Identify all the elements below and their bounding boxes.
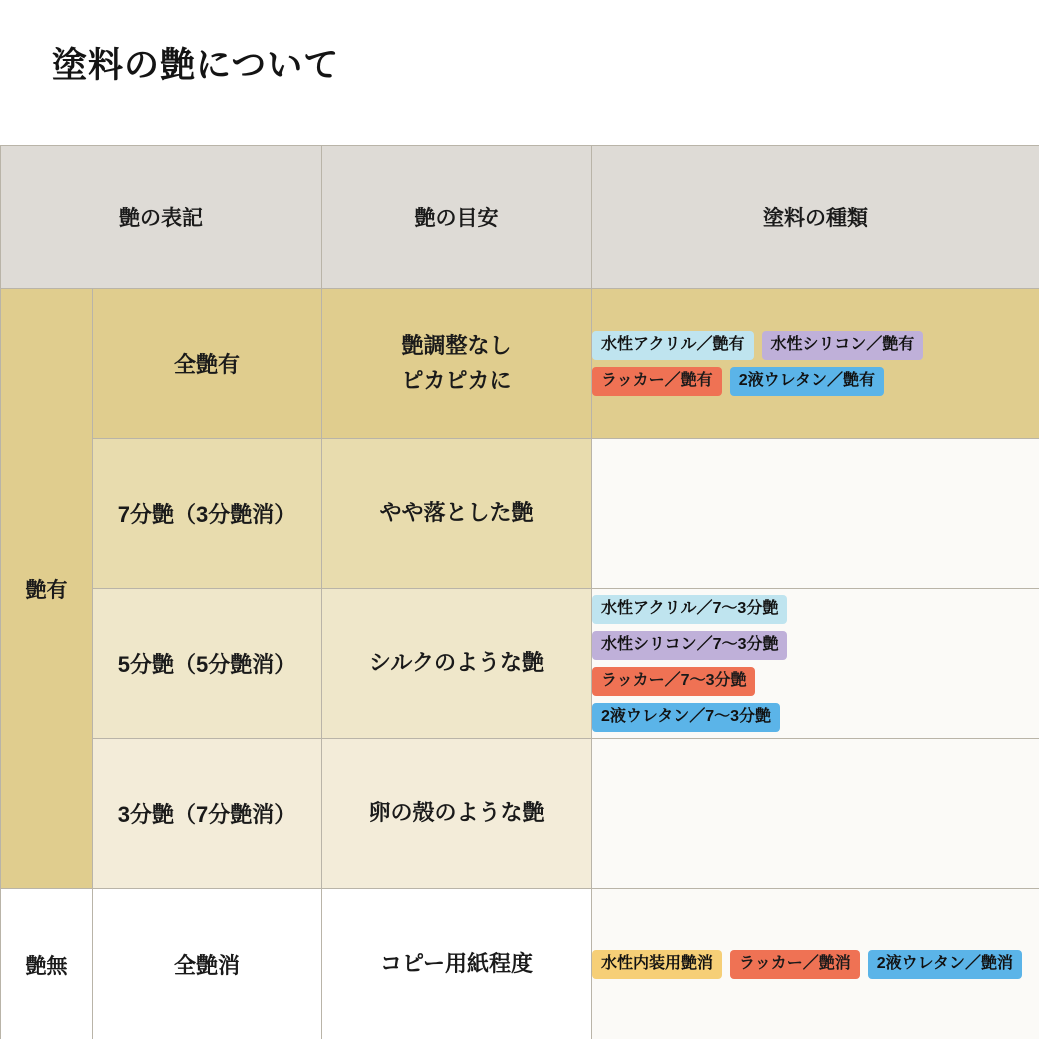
table-row [1, 739, 1039, 889]
paint-chip: 水性シリコン／7〜3分艶 [592, 631, 787, 660]
paint-chip: 水性アクリル／艶有 [592, 331, 754, 360]
table-row [1, 589, 1039, 739]
notation-cell: 5分艶（5分艶消） [93, 589, 322, 739]
paint-types-cell [592, 439, 1039, 589]
guide-line-1: 卵の殻のような艶 [368, 800, 545, 826]
table-body [1, 289, 1039, 1039]
notation-cell: 7分艶（3分艶消） [93, 439, 322, 589]
guide-line-1: シルクのような艶 [368, 650, 544, 676]
paint-types-cell [592, 589, 1039, 739]
table-header-row [1, 146, 1039, 289]
guide-cell [322, 889, 592, 1039]
paint-types-cell [592, 289, 1039, 439]
table-header [1, 146, 1039, 289]
page-title: 塗料の艶について [52, 46, 340, 85]
column-header-guide: 艶の目安 [322, 146, 592, 289]
paint-types-cell [592, 739, 1039, 889]
notation-cell: 全艶有 [93, 289, 322, 439]
guide-cell [322, 589, 592, 739]
notation-cell: 3分艶（7分艶消） [93, 739, 322, 889]
paint-chip: 水性シリコン／艶有 [762, 331, 924, 360]
paint-types-cell [592, 889, 1039, 1039]
paint-chip: ラッカー／7〜3分艶 [592, 667, 755, 696]
notation-cell: 全艶消 [93, 889, 322, 1039]
guide-line-1: やや落とした艶 [379, 500, 534, 526]
guide-cell [322, 739, 592, 889]
column-header-paint-types: 塗料の種類 [592, 146, 1039, 289]
paint-chip: ラッカー／艶有 [592, 367, 722, 396]
guide-line-2: ピカピカに [401, 367, 512, 393]
table-row [1, 889, 1039, 1039]
paint-chip-group [592, 331, 1039, 396]
paint-chip-group [592, 950, 1039, 979]
paint-chip: 2液ウレタン／7〜3分艶 [592, 703, 780, 732]
gloss-table [0, 145, 1039, 1039]
column-header-notation: 艶の表記 [1, 146, 322, 289]
guide-cell [322, 289, 592, 439]
guide-line-1: 艶調整なし [401, 333, 512, 359]
category-cell-matte: 艶無 [1, 889, 93, 1039]
paint-chip: 水性アクリル／7〜3分艶 [592, 595, 787, 624]
table-row [1, 289, 1039, 439]
paint-chip: ラッカー／艶消 [730, 950, 860, 979]
paint-chip: 水性内装用艶消 [592, 950, 722, 979]
paint-chip: 2液ウレタン／艶有 [730, 367, 884, 396]
category-cell-gloss: 艶有 [1, 289, 93, 889]
paint-chip: 2液ウレタン／艶消 [868, 950, 1022, 979]
table-row [1, 439, 1039, 589]
guide-cell [322, 439, 592, 589]
paint-chip-group [592, 595, 1039, 732]
guide-line-1: コピー用紙程度 [379, 951, 534, 977]
